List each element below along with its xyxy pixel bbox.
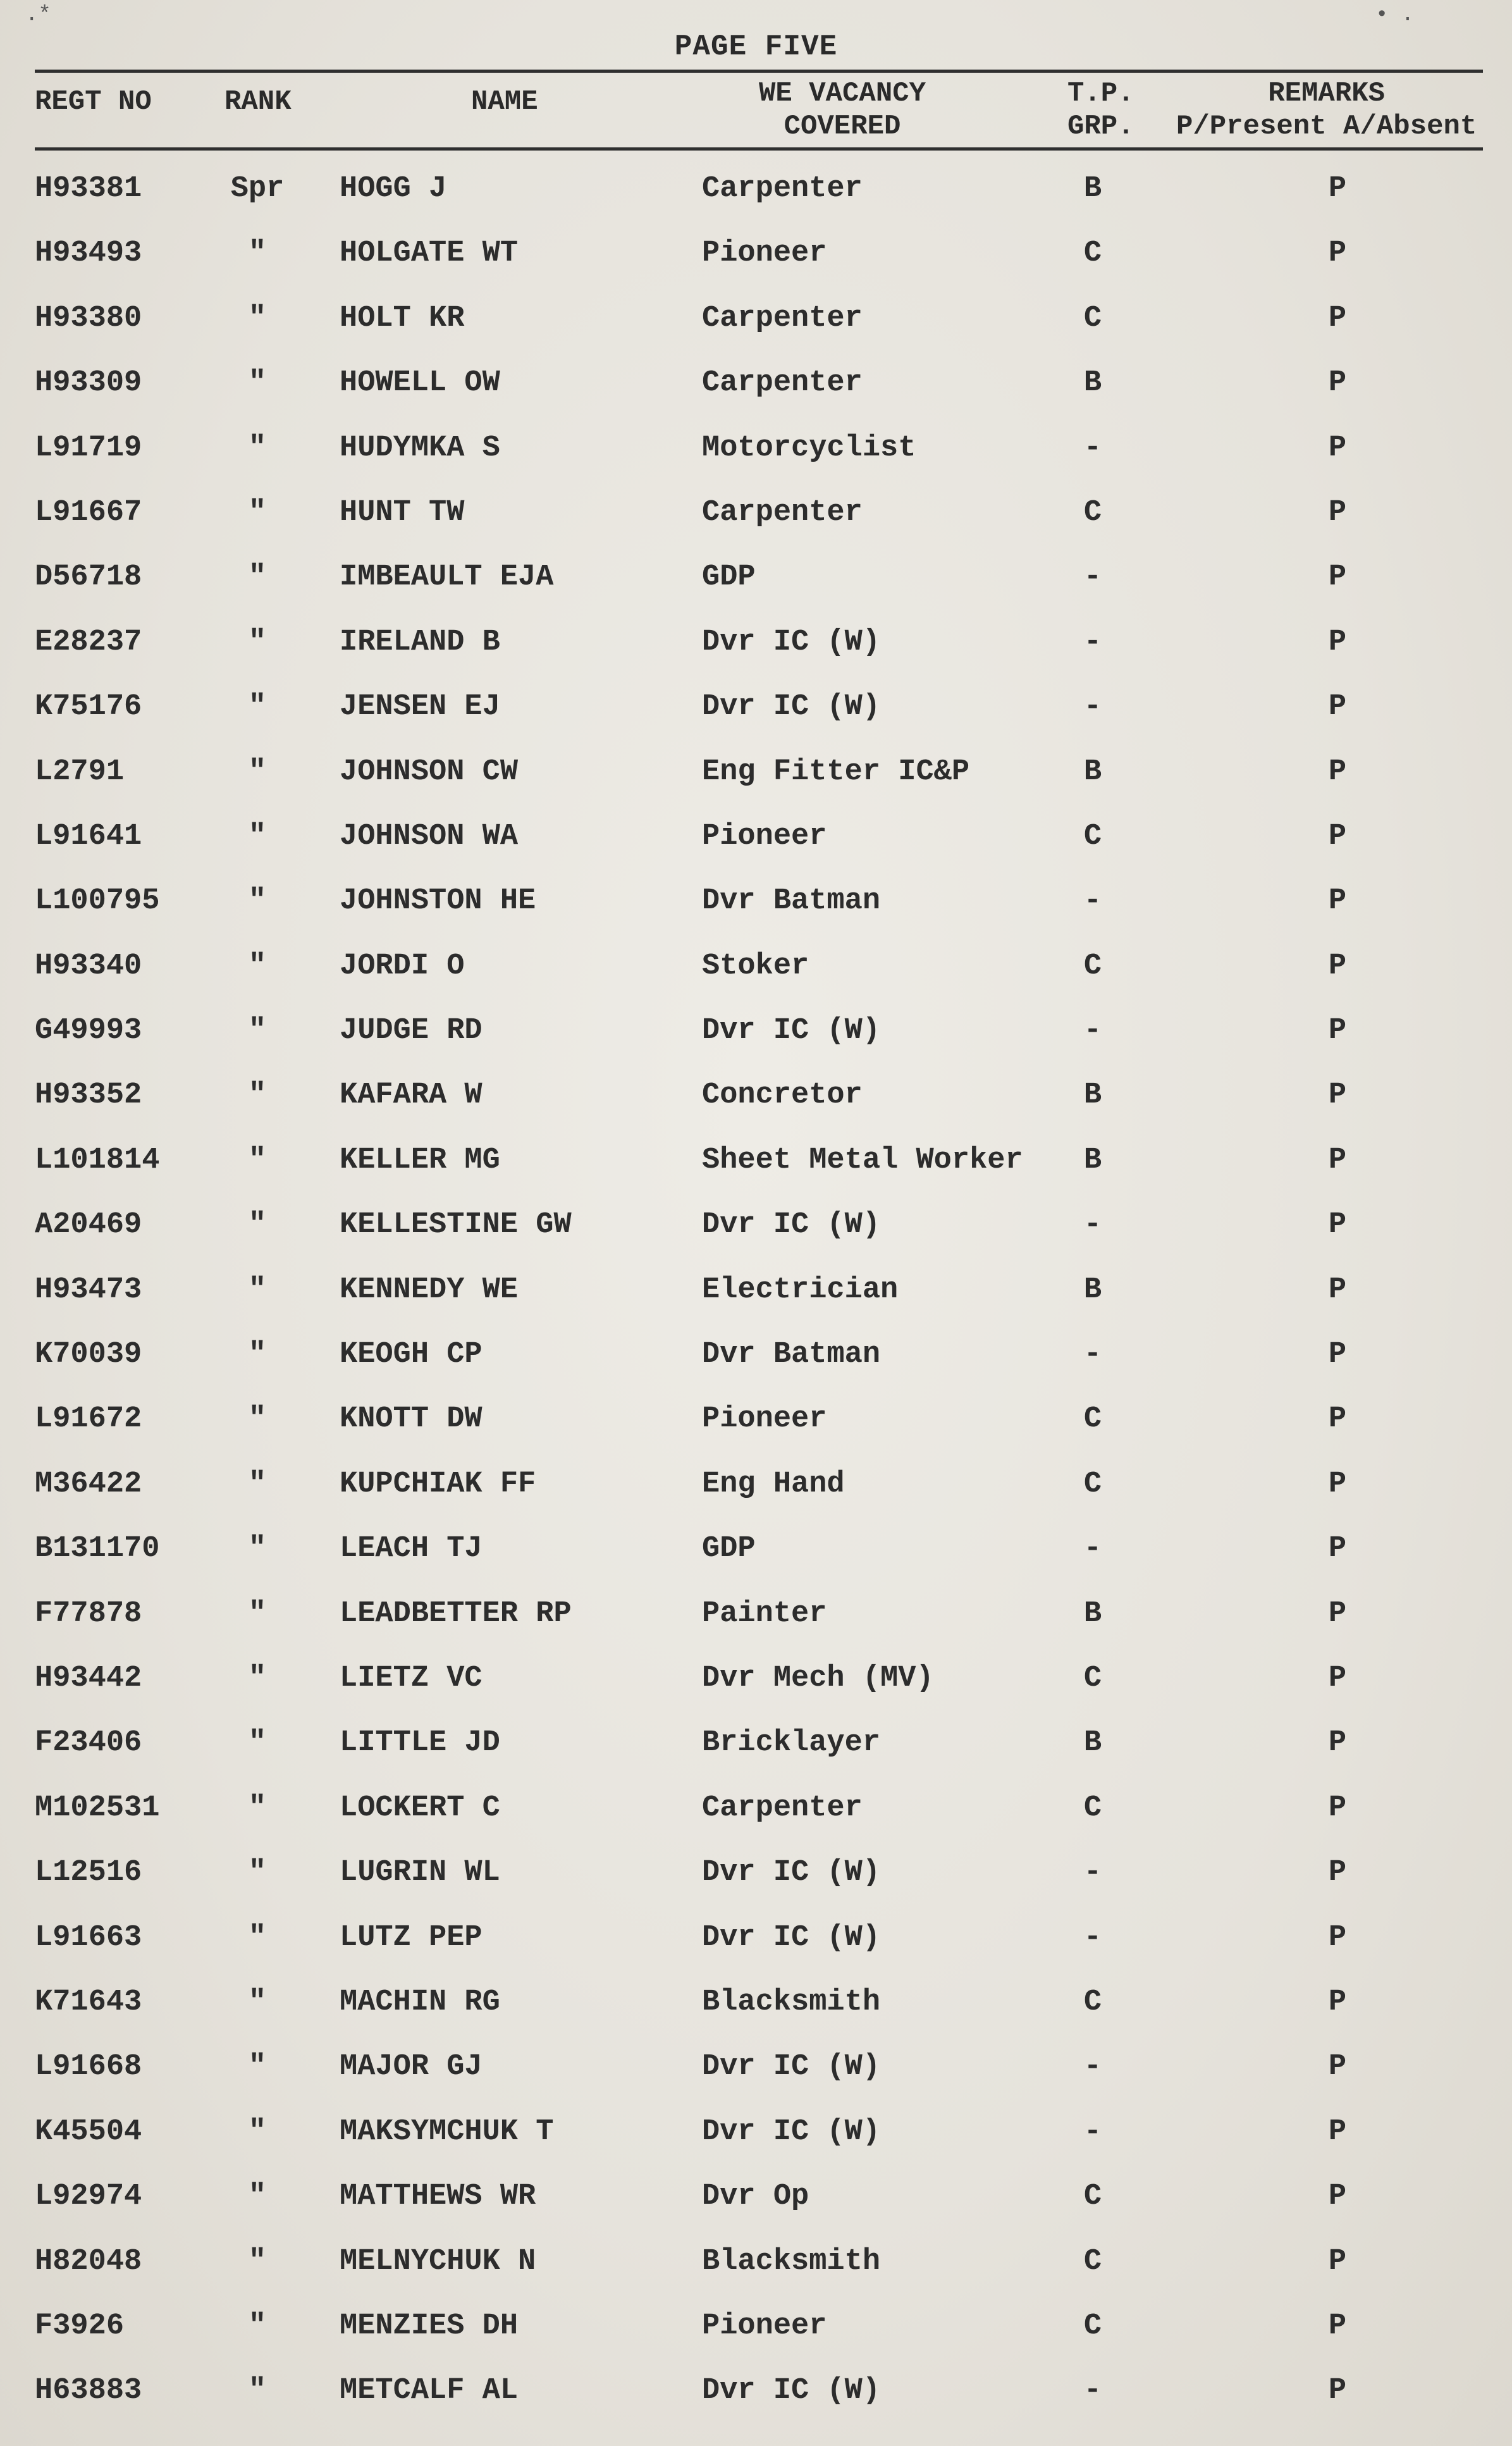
regt-no-cell: L91667 (35, 495, 142, 529)
name-cell: LITTLE JD (340, 1726, 500, 1760)
corner-mark-right: • . (1375, 3, 1415, 27)
remarks-cell: P (1328, 2180, 1347, 2214)
vacancy-cell: Sheet Metal Worker (702, 1143, 1023, 1177)
name-cell: LEADBETTER RP (340, 1597, 572, 1631)
table-row (0, 158, 1512, 223)
tp-grp-cell: C (1083, 1661, 1102, 1695)
tp-grp-cell: B (1083, 1273, 1102, 1307)
rank-cell: " (248, 1467, 267, 1501)
vacancy-cell: Dvr Op (702, 2180, 809, 2214)
header-remarks: REMARKS P/Present A/Absent (1176, 78, 1477, 142)
tp-grp-cell: - (1083, 625, 1102, 659)
regt-no-cell: K70039 (35, 1338, 142, 1372)
vacancy-cell: Electrician (702, 1273, 899, 1307)
vacancy-cell: Carpenter (702, 495, 863, 529)
tp-grp-cell: - (1083, 2115, 1102, 2149)
tp-grp-cell: - (1083, 884, 1102, 918)
name-cell: JOHNSON WA (340, 819, 519, 853)
vacancy-cell: Motorcyclist (702, 431, 916, 465)
tp-grp-cell: B (1083, 755, 1102, 789)
table-row (0, 482, 1512, 547)
name-cell: LIETZ VC (340, 1661, 482, 1695)
rank-cell: " (248, 1532, 267, 1566)
tp-grp-cell: C (1083, 301, 1102, 335)
remarks-cell: P (1328, 1467, 1347, 1501)
regt-no-cell: G49993 (35, 1014, 142, 1048)
tp-grp-cell: B (1083, 366, 1102, 400)
table-row (0, 417, 1512, 482)
tp-grp-cell: - (1083, 1532, 1102, 1566)
tp-grp-cell: C (1083, 1467, 1102, 1501)
remarks-cell: P (1328, 2244, 1347, 2278)
regt-no-cell: F77878 (35, 1597, 142, 1631)
name-cell: HOWELL OW (340, 366, 500, 400)
tp-grp-cell: - (1083, 1920, 1102, 1955)
regt-no-cell: L12516 (35, 1856, 142, 1890)
vacancy-cell: GDP (702, 1532, 756, 1566)
corner-mark-left: .* (25, 3, 51, 27)
table-row (0, 2036, 1512, 2101)
name-cell: KEOGH CP (340, 1338, 482, 1372)
table-row (0, 2360, 1512, 2424)
name-cell: MAJOR GJ (340, 2050, 482, 2084)
regt-no-cell: K45504 (35, 2115, 142, 2149)
vacancy-cell: Concretor (702, 1078, 863, 1113)
rank-cell: " (248, 1014, 267, 1048)
vacancy-cell: Blacksmith (702, 1985, 881, 2019)
regt-no-cell: F23406 (35, 1726, 142, 1760)
rank-cell: " (248, 2115, 267, 2149)
tp-grp-cell: - (1083, 1014, 1102, 1048)
vacancy-cell: GDP (702, 560, 756, 595)
remarks-cell: P (1328, 301, 1347, 335)
tp-grp-cell: C (1083, 2244, 1102, 2278)
rank-cell: " (248, 1402, 267, 1436)
remarks-cell: P (1328, 1597, 1347, 1631)
tp-grp-cell: C (1083, 949, 1102, 983)
name-cell: KUPCHIAK FF (340, 1467, 536, 1501)
tp-grp-cell: C (1083, 1402, 1102, 1436)
regt-no-cell: H93352 (35, 1078, 142, 1113)
tp-grp-cell: - (1083, 1338, 1102, 1372)
remarks-cell: P (1328, 1338, 1347, 1372)
table-row (0, 1259, 1512, 1324)
vacancy-cell: Eng Fitter IC&P (702, 755, 970, 789)
tp-grp-cell: B (1083, 172, 1102, 206)
vacancy-cell: Pioneer (702, 2309, 827, 2343)
table-row (0, 2166, 1512, 2230)
regt-no-cell: L91719 (35, 431, 142, 465)
table-row (0, 806, 1512, 870)
header-name: NAME (471, 86, 538, 118)
name-cell: KNOTT DW (340, 1402, 482, 1436)
table-row (0, 1000, 1512, 1065)
header-top-rule (35, 70, 1483, 73)
remarks-cell: P (1328, 819, 1347, 853)
tp-grp-cell: - (1083, 560, 1102, 595)
table-row (0, 741, 1512, 806)
regt-no-cell: L91641 (35, 819, 142, 853)
regt-no-cell: K75176 (35, 690, 142, 724)
remarks-cell: P (1328, 949, 1347, 983)
rank-cell: " (248, 2050, 267, 2084)
vacancy-cell: Carpenter (702, 301, 863, 335)
rank-cell: " (248, 1920, 267, 1955)
rank-cell: " (248, 625, 267, 659)
regt-no-cell: H63883 (35, 2374, 142, 2408)
name-cell: JOHNSTON HE (340, 884, 536, 918)
table-row (0, 1388, 1512, 1453)
table-row (0, 288, 1512, 352)
rank-cell: " (248, 819, 267, 853)
tp-grp-cell: - (1083, 431, 1102, 465)
table-row (0, 1907, 1512, 1972)
remarks-cell: P (1328, 755, 1347, 789)
rank-cell: " (248, 884, 267, 918)
name-cell: LUTZ PEP (340, 1920, 482, 1955)
table-row (0, 1454, 1512, 1518)
page-title: PAGE FIVE (674, 30, 838, 63)
remarks-cell: P (1328, 2050, 1347, 2084)
regt-no-cell: L91668 (35, 2050, 142, 2084)
table-row (0, 1777, 1512, 1842)
rank-cell: " (248, 560, 267, 595)
name-cell: HOLT KR (340, 301, 465, 335)
regt-no-cell: L100795 (35, 884, 160, 918)
regt-no-cell: L101814 (35, 1143, 160, 1177)
rank-cell: " (248, 1597, 267, 1631)
name-cell: JUDGE RD (340, 1014, 482, 1048)
vacancy-cell: Carpenter (702, 1791, 863, 1825)
regt-no-cell: H93309 (35, 366, 142, 400)
regt-no-cell: L2791 (35, 755, 125, 789)
table-row (0, 223, 1512, 287)
vacancy-cell: Carpenter (702, 172, 863, 206)
name-cell: HUNT TW (340, 495, 465, 529)
vacancy-cell: Dvr Mech (MV) (702, 1661, 934, 1695)
tp-grp-cell: - (1083, 2374, 1102, 2408)
remarks-cell: P (1328, 625, 1347, 659)
table-row (0, 870, 1512, 935)
regt-no-cell: H93381 (35, 172, 142, 206)
name-cell: IMBEAULT EJA (340, 560, 554, 595)
rank-cell: " (248, 1143, 267, 1177)
name-cell: HOLGATE WT (340, 237, 519, 271)
rank-cell: " (248, 690, 267, 724)
remarks-cell: P (1328, 1920, 1347, 1955)
regt-no-cell: H93340 (35, 949, 142, 983)
tp-grp-cell: - (1083, 1208, 1102, 1242)
remarks-cell: P (1328, 2374, 1347, 2408)
tp-grp-cell: B (1083, 1143, 1102, 1177)
regt-no-cell: L91672 (35, 1402, 142, 1436)
remarks-cell: P (1328, 690, 1347, 724)
tp-grp-cell: C (1083, 1791, 1102, 1825)
vacancy-cell: Pioneer (702, 819, 827, 853)
regt-no-cell: M36422 (35, 1467, 142, 1501)
vacancy-cell: Dvr IC (W) (702, 1920, 881, 1955)
name-cell: LEACH TJ (340, 1532, 482, 1566)
table-row (0, 676, 1512, 741)
rank-cell: " (248, 1726, 267, 1760)
tp-grp-cell: C (1083, 2309, 1102, 2343)
rank-cell: " (248, 1078, 267, 1113)
rank-cell: " (248, 949, 267, 983)
header-vacancy: WE VACANCY COVERED (759, 78, 926, 142)
table-row (0, 1065, 1512, 1129)
remarks-cell: P (1328, 1532, 1347, 1566)
table-row (0, 612, 1512, 676)
name-cell: KELLESTINE GW (340, 1208, 572, 1242)
personnel-table (0, 158, 1512, 2425)
rank-cell: " (248, 495, 267, 529)
name-cell: LOCKERT C (340, 1791, 500, 1825)
remarks-cell: P (1328, 1143, 1347, 1177)
name-cell: HOGG J (340, 172, 447, 206)
remarks-cell: P (1328, 1726, 1347, 1760)
remarks-cell: P (1328, 172, 1347, 206)
table-row (0, 352, 1512, 417)
remarks-cell: P (1328, 1661, 1347, 1695)
vacancy-cell: Dvr IC (W) (702, 1208, 881, 1242)
rank-cell: " (248, 237, 267, 271)
remarks-cell: P (1328, 366, 1347, 400)
table-row (0, 2295, 1512, 2360)
vacancy-cell: Dvr Batman (702, 884, 881, 918)
header-bottom-rule (35, 147, 1483, 151)
rank-cell: " (248, 1985, 267, 2019)
tp-grp-cell: B (1083, 1078, 1102, 1113)
vacancy-cell: Dvr IC (W) (702, 2050, 881, 2084)
remarks-cell: P (1328, 560, 1347, 595)
regt-no-cell: H93442 (35, 1661, 142, 1695)
regt-no-cell: H93493 (35, 237, 142, 271)
regt-no-cell: D56718 (35, 560, 142, 595)
table-row (0, 1648, 1512, 1712)
rank-cell: " (248, 2180, 267, 2214)
table-row (0, 1194, 1512, 1259)
rank-cell: " (248, 1856, 267, 1890)
vacancy-cell: Pioneer (702, 1402, 827, 1436)
tp-grp-cell: B (1083, 1726, 1102, 1760)
regt-no-cell: B131170 (35, 1532, 160, 1566)
regt-no-cell: M102531 (35, 1791, 160, 1825)
regt-no-cell: H82048 (35, 2244, 142, 2278)
name-cell: KELLER MG (340, 1143, 500, 1177)
table-row (0, 1583, 1512, 1648)
rank-cell: " (248, 431, 267, 465)
vacancy-cell: Stoker (702, 949, 809, 983)
name-cell: MATTHEWS WR (340, 2180, 536, 2214)
regt-no-cell: A20469 (35, 1208, 142, 1242)
header-rank: RANK (224, 86, 292, 118)
name-cell: KAFARA W (340, 1078, 482, 1113)
remarks-cell: P (1328, 884, 1347, 918)
table-row (0, 1324, 1512, 1388)
remarks-cell: P (1328, 2309, 1347, 2343)
header-regt-no: REGT NO (35, 86, 152, 118)
table-row (0, 1518, 1512, 1583)
table-row (0, 2231, 1512, 2295)
vacancy-cell: Eng Hand (702, 1467, 845, 1501)
rank-cell: " (248, 1208, 267, 1242)
tp-grp-cell: C (1083, 237, 1102, 271)
name-cell: IRELAND B (340, 625, 500, 659)
name-cell: MENZIES DH (340, 2309, 519, 2343)
regt-no-cell: K71643 (35, 1985, 142, 2019)
remarks-cell: P (1328, 495, 1347, 529)
name-cell: METCALF AL (340, 2374, 519, 2408)
remarks-cell: P (1328, 431, 1347, 465)
tp-grp-cell: C (1083, 495, 1102, 529)
name-cell: JOHNSON CW (340, 755, 519, 789)
remarks-cell: P (1328, 1985, 1347, 2019)
regt-no-cell: L92974 (35, 2180, 142, 2214)
name-cell: MACHIN RG (340, 1985, 500, 2019)
regt-no-cell: H93473 (35, 1273, 142, 1307)
vacancy-cell: Dvr IC (W) (702, 2374, 881, 2408)
rank-cell: " (248, 1338, 267, 1372)
vacancy-cell: Dvr IC (W) (702, 2115, 881, 2149)
rank-cell: " (248, 1791, 267, 1825)
vacancy-cell: Dvr IC (W) (702, 1856, 881, 1890)
tp-grp-cell: C (1083, 2180, 1102, 2214)
vacancy-cell: Dvr Batman (702, 1338, 881, 1372)
rank-cell: " (248, 301, 267, 335)
remarks-cell: P (1328, 1014, 1347, 1048)
table-row (0, 1130, 1512, 1194)
name-cell: MAKSYMCHUK T (340, 2115, 554, 2149)
name-cell: JENSEN EJ (340, 690, 500, 724)
table-row (0, 1712, 1512, 1777)
vacancy-cell: Carpenter (702, 366, 863, 400)
table-row (0, 1972, 1512, 2036)
rank-cell: " (248, 2244, 267, 2278)
tp-grp-cell: - (1083, 1856, 1102, 1890)
tp-grp-cell: C (1083, 1985, 1102, 2019)
regt-no-cell: L91663 (35, 1920, 142, 1955)
vacancy-cell: Dvr IC (W) (702, 625, 881, 659)
remarks-cell: P (1328, 1273, 1347, 1307)
header-tp-grp: T.P. GRP. (1067, 78, 1134, 142)
rank-cell: " (248, 2309, 267, 2343)
tp-grp-cell: - (1083, 690, 1102, 724)
regt-no-cell: E28237 (35, 625, 142, 659)
table-row (0, 2101, 1512, 2166)
tp-grp-cell: - (1083, 2050, 1102, 2084)
rank-cell: Spr (230, 172, 285, 206)
vacancy-cell: Bricklayer (702, 1726, 881, 1760)
remarks-cell: P (1328, 237, 1347, 271)
rank-cell: " (248, 366, 267, 400)
remarks-cell: P (1328, 1402, 1347, 1436)
rank-cell: " (248, 1661, 267, 1695)
remarks-cell: P (1328, 1856, 1347, 1890)
vacancy-cell: Painter (702, 1597, 827, 1631)
vacancy-cell: Dvr IC (W) (702, 690, 881, 724)
name-cell: LUGRIN WL (340, 1856, 500, 1890)
rank-cell: " (248, 1273, 267, 1307)
tp-grp-cell: B (1083, 1597, 1102, 1631)
regt-no-cell: F3926 (35, 2309, 125, 2343)
vacancy-cell: Blacksmith (702, 2244, 881, 2278)
vacancy-cell: Dvr IC (W) (702, 1014, 881, 1048)
name-cell: KENNEDY WE (340, 1273, 519, 1307)
rank-cell: " (248, 2374, 267, 2408)
tp-grp-cell: C (1083, 819, 1102, 853)
name-cell: MELNYCHUK N (340, 2244, 536, 2278)
remarks-cell: P (1328, 1791, 1347, 1825)
name-cell: HUDYMKA S (340, 431, 500, 465)
rank-cell: " (248, 755, 267, 789)
remarks-cell: P (1328, 1078, 1347, 1113)
table-row (0, 1842, 1512, 1906)
remarks-cell: P (1328, 1208, 1347, 1242)
regt-no-cell: H93380 (35, 301, 142, 335)
remarks-cell: P (1328, 2115, 1347, 2149)
table-row (0, 936, 1512, 1000)
vacancy-cell: Pioneer (702, 237, 827, 271)
table-row (0, 547, 1512, 611)
name-cell: JORDI O (340, 949, 465, 983)
